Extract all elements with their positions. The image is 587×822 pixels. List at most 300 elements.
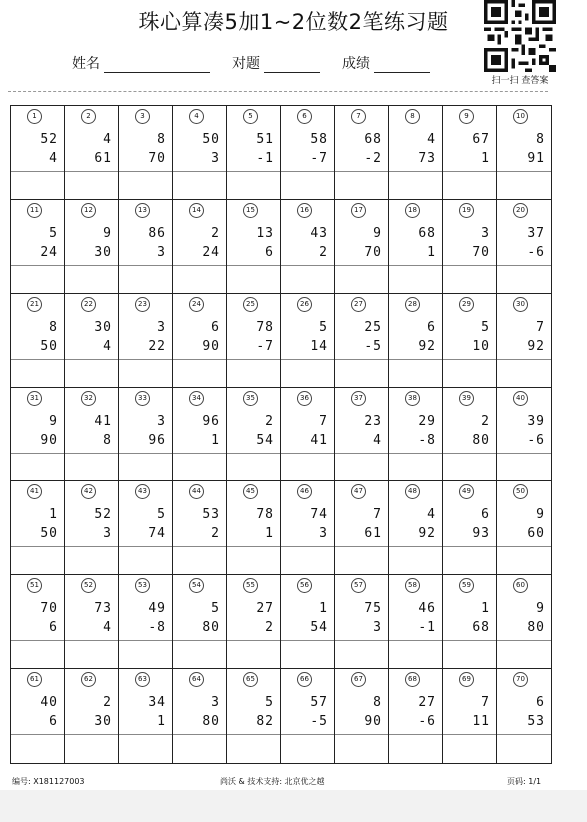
problem-cell (227, 200, 281, 294)
second-addend: -8 (418, 432, 436, 448)
problem-cell (389, 200, 443, 294)
second-addend: 11 (472, 714, 490, 730)
name-label: 姓名 (72, 56, 100, 72)
problem-number: 41 (27, 484, 42, 499)
answer-box[interactable] (65, 359, 118, 360)
first-addend: 4 (103, 132, 112, 147)
problem-number: 14 (189, 203, 204, 218)
second-addend: 92 (418, 526, 436, 542)
answer-box[interactable] (11, 171, 64, 172)
first-addend: 5 (319, 319, 328, 335)
problem-number: 24 (189, 297, 204, 312)
answer-box[interactable] (11, 640, 64, 641)
first-addend: 68 (418, 225, 436, 241)
first-addend: 8 (49, 319, 58, 335)
answer-box[interactable] (335, 359, 388, 360)
first-addend: 52 (40, 132, 58, 147)
first-addend: 68 (364, 132, 382, 147)
problem-cell (227, 388, 281, 482)
answer-box[interactable] (227, 359, 280, 360)
answer-box[interactable] (389, 265, 442, 266)
problem-cell (281, 669, 335, 763)
problem-number: 16 (297, 203, 312, 218)
problem-cell (173, 388, 227, 482)
problem-number: 28 (405, 297, 420, 312)
first-addend: 2 (265, 413, 274, 429)
problem-cell (173, 106, 227, 200)
first-addend: 2 (481, 413, 490, 429)
answer-box[interactable] (389, 171, 442, 172)
second-addend: -8 (148, 620, 166, 636)
problem-cell (281, 200, 335, 294)
problem-number: 47 (351, 484, 366, 499)
problem-cell (443, 106, 497, 200)
answer-box[interactable] (443, 359, 496, 360)
answer-box[interactable] (11, 734, 64, 735)
problem-cell (281, 481, 335, 575)
problem-number: 39 (459, 391, 474, 406)
first-addend: 25 (364, 319, 382, 335)
answer-box[interactable] (11, 453, 64, 454)
answer-box[interactable] (11, 359, 64, 360)
problem-number: 34 (189, 391, 204, 406)
problem-cell (443, 669, 497, 763)
answer-box[interactable] (443, 546, 496, 547)
answer-box[interactable] (11, 265, 64, 266)
problem-number: 32 (81, 391, 96, 406)
problem-cell (497, 388, 551, 482)
answer-box[interactable] (11, 546, 64, 547)
second-addend: 96 (148, 432, 166, 448)
problem-cell (497, 575, 551, 669)
answer-box[interactable] (119, 640, 172, 641)
answer-box[interactable] (281, 734, 334, 735)
footer-page: 页码: 1/1 (507, 777, 542, 786)
first-addend: 9 (536, 507, 545, 523)
problem-cell (119, 294, 173, 388)
second-addend: 30 (94, 714, 112, 730)
first-addend: 78 (256, 319, 274, 335)
answer-box[interactable] (443, 453, 496, 454)
first-addend: 6 (481, 507, 490, 523)
problem-cell (65, 669, 119, 763)
problem-number: 10 (513, 109, 528, 124)
problem-number: 63 (135, 672, 150, 687)
answer-box[interactable] (389, 359, 442, 360)
second-addend: 8 (103, 432, 112, 448)
second-addend: 10 (472, 338, 490, 354)
second-addend: 3 (211, 151, 220, 166)
score-label: 成绩 (342, 56, 370, 72)
second-addend: 68 (472, 620, 490, 636)
answer-box[interactable] (65, 546, 118, 547)
first-addend: 9 (49, 413, 58, 429)
problem-number: 36 (297, 391, 312, 406)
first-addend: 73 (94, 601, 112, 617)
second-addend: 74 (148, 526, 166, 542)
answer-box[interactable] (389, 453, 442, 454)
answer-box[interactable] (443, 734, 496, 735)
answer-box[interactable] (65, 265, 118, 266)
first-addend: 37 (527, 225, 545, 241)
problem-number: 3 (135, 109, 150, 124)
answer-box[interactable] (173, 171, 226, 172)
problem-number: 68 (405, 672, 420, 687)
problem-cell (335, 388, 389, 482)
first-addend: 39 (527, 413, 545, 429)
first-addend: 6 (211, 319, 220, 335)
answer-box[interactable] (335, 265, 388, 266)
answer-box[interactable] (173, 453, 226, 454)
second-addend: -1 (418, 620, 436, 636)
first-addend: 4 (427, 507, 436, 523)
second-addend: 80 (472, 432, 490, 448)
first-addend: 78 (256, 507, 274, 523)
problem-number: 33 (135, 391, 150, 406)
second-addend: 24 (40, 244, 58, 260)
second-addend: 6 (49, 620, 58, 636)
second-addend: -7 (256, 338, 274, 354)
answer-box[interactable] (497, 171, 551, 172)
answer-box[interactable] (173, 640, 226, 641)
problem-cell (335, 575, 389, 669)
first-addend: 67 (472, 132, 490, 147)
second-addend: 80 (202, 620, 220, 636)
first-addend: 8 (373, 695, 382, 711)
problem-number: 37 (351, 391, 366, 406)
problem-number: 27 (351, 297, 366, 312)
problem-cell (119, 106, 173, 200)
second-addend: 3 (319, 526, 328, 542)
first-addend: 5 (211, 601, 220, 617)
second-addend: 2 (319, 244, 328, 260)
problem-cell (173, 200, 227, 294)
problem-cell (335, 669, 389, 763)
first-addend: 46 (418, 601, 436, 617)
problem-cell (227, 575, 281, 669)
answer-box[interactable] (497, 546, 551, 547)
second-addend: 70 (364, 244, 382, 260)
answer-box[interactable] (119, 265, 172, 266)
first-addend: 1 (49, 507, 58, 523)
first-addend: 23 (364, 413, 382, 429)
answer-box[interactable] (389, 546, 442, 547)
correct-label: 对题 (232, 56, 260, 72)
problem-number: 31 (27, 391, 42, 406)
second-addend: 3 (157, 244, 166, 260)
problem-number: 67 (351, 672, 366, 687)
problem-cell (281, 294, 335, 388)
answer-box[interactable] (335, 734, 388, 735)
problem-number: 46 (297, 484, 312, 499)
problem-cell (497, 294, 551, 388)
answer-box[interactable] (119, 734, 172, 735)
answer-box[interactable] (173, 359, 226, 360)
answer-box[interactable] (227, 640, 280, 641)
problem-cell (389, 294, 443, 388)
second-addend: -7 (310, 151, 328, 166)
name-blank[interactable] (104, 58, 210, 73)
problem-cell (173, 481, 227, 575)
problem-cell (335, 106, 389, 200)
problem-number: 25 (243, 297, 258, 312)
answer-box[interactable] (119, 171, 172, 172)
problem-number: 50 (513, 484, 528, 499)
second-addend: 4 (103, 338, 112, 354)
second-addend: 90 (202, 338, 220, 354)
problem-cell (281, 106, 335, 200)
footer-code: 编号: X181127003 (12, 777, 85, 786)
second-addend: -6 (527, 244, 545, 260)
second-addend: 70 (472, 244, 490, 260)
second-addend: 91 (527, 151, 545, 166)
answer-box[interactable] (443, 640, 496, 641)
first-addend: 3 (157, 413, 166, 429)
second-addend: 14 (310, 338, 328, 354)
answer-box[interactable] (389, 734, 442, 735)
problem-number: 43 (135, 484, 150, 499)
answer-box[interactable] (65, 734, 118, 735)
second-addend: 92 (527, 338, 545, 354)
answer-box[interactable] (497, 640, 551, 641)
first-addend: 41 (94, 413, 112, 429)
second-addend: 53 (527, 714, 545, 730)
second-addend: 73 (418, 151, 436, 166)
second-addend: 4 (103, 620, 112, 636)
problem-cell (65, 575, 119, 669)
problem-number: 61 (27, 672, 42, 687)
problem-cell (65, 200, 119, 294)
problem-number: 64 (189, 672, 204, 687)
second-addend: 1 (211, 432, 220, 448)
problem-number: 51 (27, 578, 42, 593)
second-addend: -5 (364, 338, 382, 354)
problem-cell (119, 388, 173, 482)
second-addend: 2 (265, 620, 274, 636)
answer-box[interactable] (227, 171, 280, 172)
first-addend: 34 (148, 695, 166, 711)
problem-number: 23 (135, 297, 150, 312)
problem-cell (65, 294, 119, 388)
problem-number: 54 (189, 578, 204, 593)
problem-number: 60 (513, 578, 528, 593)
answer-box[interactable] (335, 546, 388, 547)
problem-number: 57 (351, 578, 366, 593)
score-blank[interactable] (374, 58, 430, 73)
problem-cell (65, 106, 119, 200)
correct-blank[interactable] (264, 58, 320, 73)
problem-number: 26 (297, 297, 312, 312)
answer-box[interactable] (281, 171, 334, 172)
problem-cell (335, 294, 389, 388)
first-addend: 13 (256, 225, 274, 241)
problem-number: 13 (135, 203, 150, 218)
problem-cell (119, 575, 173, 669)
first-addend: 50 (202, 132, 220, 147)
answer-box[interactable] (281, 453, 334, 454)
first-addend: 57 (310, 695, 328, 711)
problem-number: 11 (27, 203, 42, 218)
answer-box[interactable] (497, 453, 551, 454)
dashed-divider (8, 91, 548, 92)
first-addend: 8 (536, 132, 545, 147)
first-addend: 29 (418, 413, 436, 429)
second-addend: 1 (427, 244, 436, 260)
first-addend: 5 (265, 695, 274, 711)
problem-number: 52 (81, 578, 96, 593)
problem-number: 29 (459, 297, 474, 312)
answer-box[interactable] (443, 171, 496, 172)
second-addend: -6 (418, 714, 436, 730)
first-addend: 9 (536, 601, 545, 617)
first-addend: 1 (319, 601, 328, 617)
problem-number: 40 (513, 391, 528, 406)
problem-number: 7 (351, 109, 366, 124)
problem-cell (443, 200, 497, 294)
answer-box[interactable] (497, 734, 551, 735)
problem-number: 58 (405, 578, 420, 593)
problem-cell (173, 669, 227, 763)
problem-cell (173, 294, 227, 388)
answer-box[interactable] (227, 734, 280, 735)
answer-box[interactable] (281, 359, 334, 360)
second-addend: 24 (202, 244, 220, 260)
problem-number: 18 (405, 203, 420, 218)
second-addend: 50 (40, 338, 58, 354)
answer-box[interactable] (227, 546, 280, 547)
problem-number: 4 (189, 109, 204, 124)
answer-box[interactable] (227, 265, 280, 266)
page-background (0, 790, 587, 822)
problem-cell (443, 388, 497, 482)
problem-cell (227, 481, 281, 575)
correct-field (232, 53, 320, 73)
problem-cell (389, 575, 443, 669)
answer-box[interactable] (497, 265, 551, 266)
problem-cell (227, 106, 281, 200)
problem-cell (335, 481, 389, 575)
answer-box[interactable] (65, 453, 118, 454)
problem-number: 30 (513, 297, 528, 312)
second-addend: -2 (364, 151, 382, 166)
first-addend: 86 (148, 225, 166, 241)
page-title: 珠心算凑5加1~2位数2笔练习题 (138, 10, 449, 34)
second-addend: 30 (94, 244, 112, 260)
problem-cell (497, 200, 551, 294)
second-addend: -1 (256, 151, 274, 166)
problem-number: 17 (351, 203, 366, 218)
first-addend: 49 (148, 601, 166, 617)
problem-number: 42 (81, 484, 96, 499)
answer-box[interactable] (173, 265, 226, 266)
problem-cell (497, 481, 551, 575)
score-field (342, 53, 430, 73)
second-addend: 93 (472, 526, 490, 542)
problem-cell (11, 200, 65, 294)
problem-number: 66 (297, 672, 312, 687)
problem-cell (11, 294, 65, 388)
problem-cell (281, 388, 335, 482)
problem-cell (119, 669, 173, 763)
first-addend: 5 (481, 319, 490, 335)
first-addend: 96 (202, 413, 220, 429)
answer-box[interactable] (65, 171, 118, 172)
answer-box[interactable] (173, 546, 226, 547)
problem-cell (497, 669, 551, 763)
first-addend: 5 (49, 225, 58, 241)
second-addend: 80 (527, 620, 545, 636)
problem-number: 22 (81, 297, 96, 312)
first-addend: 52 (94, 507, 112, 523)
first-addend: 9 (373, 225, 382, 241)
problem-cell (11, 575, 65, 669)
problem-number: 44 (189, 484, 204, 499)
second-addend: 60 (527, 526, 545, 542)
qr-caption: 扫一扫 查答案 (491, 76, 549, 86)
first-addend: 1 (481, 601, 490, 617)
second-addend: 92 (418, 338, 436, 354)
answer-box[interactable] (119, 453, 172, 454)
answer-box[interactable] (335, 640, 388, 641)
answer-box[interactable] (497, 359, 551, 360)
second-addend: 4 (49, 151, 58, 166)
answer-box[interactable] (281, 640, 334, 641)
problem-cell (389, 388, 443, 482)
second-addend: 50 (40, 526, 58, 542)
problem-number: 8 (405, 109, 420, 124)
answer-box[interactable] (335, 453, 388, 454)
second-addend: 1 (157, 714, 166, 730)
problem-number: 19 (459, 203, 474, 218)
answer-box[interactable] (119, 359, 172, 360)
problem-cell (173, 575, 227, 669)
first-addend: 5 (157, 507, 166, 523)
second-addend: 54 (256, 432, 274, 448)
first-addend: 27 (418, 695, 436, 711)
answer-box[interactable] (335, 171, 388, 172)
first-addend: 7 (536, 319, 545, 335)
answer-box[interactable] (119, 546, 172, 547)
first-addend: 7 (373, 507, 382, 523)
first-addend: 3 (157, 319, 166, 335)
second-addend: 3 (103, 526, 112, 542)
problem-number: 56 (297, 578, 312, 593)
answer-box[interactable] (65, 640, 118, 641)
problem-number: 1 (27, 109, 42, 124)
first-addend: 3 (211, 695, 220, 711)
first-addend: 51 (256, 132, 274, 147)
problem-cell (227, 294, 281, 388)
second-addend: 70 (148, 151, 166, 166)
answer-box[interactable] (443, 265, 496, 266)
first-addend: 27 (256, 601, 274, 617)
answer-box[interactable] (281, 265, 334, 266)
first-addend: 8 (157, 132, 166, 147)
first-addend: 6 (427, 319, 436, 335)
answer-box[interactable] (173, 734, 226, 735)
qr-code-icon[interactable] (484, 0, 556, 72)
first-addend: 4 (427, 132, 436, 147)
first-addend: 2 (103, 695, 112, 711)
answer-box[interactable] (389, 640, 442, 641)
answer-box[interactable] (281, 546, 334, 547)
answer-box[interactable] (227, 453, 280, 454)
problem-cell (389, 669, 443, 763)
problem-cell (119, 481, 173, 575)
second-addend: 1 (481, 151, 490, 166)
problem-number: 2 (81, 109, 96, 124)
first-addend: 7 (481, 695, 490, 711)
